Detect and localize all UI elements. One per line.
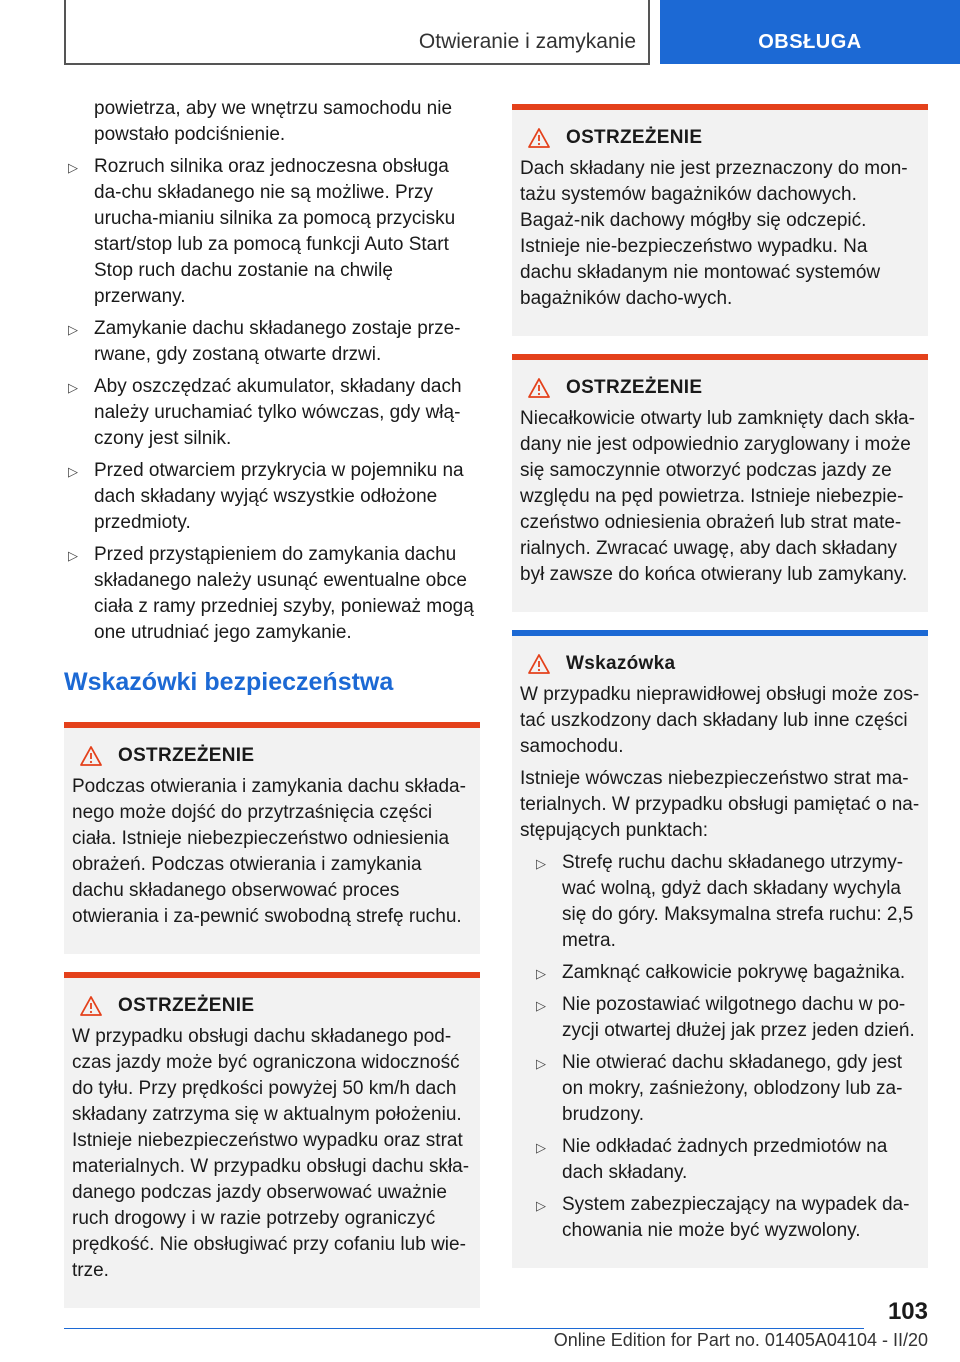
section-title: Wskazówki bezpieczeństwa [64, 668, 394, 696]
list-item: ▷ Aby oszczędzać akumulator, składany dach należy uruchamiać tylko wówczas, gdy włą-czony jest silnik. [68, 376, 462, 449]
page-number: 103 [887, 1298, 928, 1325]
triangle-bullet-icon: ▷ [68, 380, 78, 395]
header-section-tab[interactable]: OBSŁUGA [660, 0, 960, 64]
footer-rule [64, 1328, 864, 1329]
triangle-bullet-icon: ▷ [536, 966, 546, 981]
warning-text: Podczas otwierania i zamykania dachu składa-nego może dojść do przytrzaśnięcia części ciała. Istnieje niebezpieczeństwo odniesienia obrażeń. Podczas otwierania i zamykania dachu składanego obserwować proces otwierania i za-pewnić swobodną strefę ruchu. [72, 776, 466, 927]
list-item: ▷ System zabezpieczający na wypadek da-chowania nie może być wyzwolony. [536, 1194, 910, 1241]
footer-edition-text: Online Edition for Part no. 01405A04104 - II/20 [553, 1330, 928, 1350]
warning-text: W przypadku obsługi dachu składanego pod-czas jazdy może być ograniczona widoczność do tyłu. Przy prędkości powyżej 50 km/h dach składany zatrzyma się w aktualnym położeniu. Istnieje niebezpieczeństwo wypadku oraz strat materialnych. W przypadku obsługi dachu skła-danego podczas jazdy obserwować uważnie ruch drogowy i w razie potrzeby ograniczyć prędkość. Nie obsługiwać przy cofaniu lub wie-trze. [72, 1026, 470, 1281]
triangle-bullet-icon: ▷ [68, 464, 78, 479]
note-paragraph: Istnieje wówczas niebezpieczeństwo strat ma-terialnych. W przypadku obsługi pamiętać o na-stępujących punktach: [520, 768, 920, 841]
list-item: ▷ Nie odkładać żadnych przedmiotów na dach składany. [536, 1136, 888, 1183]
note-box [512, 630, 928, 1268]
warning-text: Niecałkowicie otwarty lub zamknięty dach skła-dany nie jest odpowiednio zaryglowany i może się samoczynnie otworzyć podczas jazdy ze względu na pęd powietrza. Istnieje niebezpie-czeństwo odniesienia obrażeń lub strat mate-rialnych. Zwracać uwagę, aby dach składany był zawsze do końca otwierany lub zamykany. [520, 408, 915, 585]
list-item: ▷ Nie pozostawiać wilgotnego dachu w po-zycji otwartej dłużej jak przez jeden dzień. [536, 994, 915, 1041]
triangle-bullet-icon: ▷ [536, 998, 546, 1013]
header-right-rule [648, 0, 650, 64]
triangle-bullet-icon: ▷ [68, 322, 78, 337]
triangle-bullet-icon: ▷ [536, 1056, 546, 1071]
triangle-bullet-icon: ▷ [68, 160, 78, 175]
note-paragraph: W przypadku nieprawidłowej obsługi może zos-tać uszkodzony dach składany lub inne części samochodu. [520, 684, 920, 757]
warning-triangle-icon [528, 378, 550, 398]
note-heading: Wskazówka [520, 650, 920, 678]
warning-triangle-icon [80, 996, 102, 1016]
list-item: ▷ Rozruch silnika oraz jednoczesna obsługa da-chu składanego nie są możliwe. Przy urucha-mianiu silnika za pomocą przycisku start/stop lub za pomocą funkcji Auto Start Stop ruch dachu zostanie na chwilę przerwany. [68, 156, 456, 307]
note-bullet-list [520, 850, 920, 1244]
list-item: ▷ Zamykanie dachu składanego zostaje prze-rwane, gdy zostaną otwarte drzwi. [68, 318, 461, 365]
warning-heading: OSTRZEŻENIE [72, 992, 472, 1020]
triangle-bullet-icon: ▷ [68, 548, 78, 563]
left-bullet-list [64, 154, 480, 646]
continued-paragraph: powietrza, aby we wnętrzu samochodu nie powstało podciśnienie. [94, 98, 453, 145]
list-item: ▷ Zamknąć całkowicie pokrywę bagażnika. [520, 960, 920, 986]
warning-text: Dach składany nie jest przeznaczony do mon-tażu systemów bagażników dachowych. Bagaż-nik dachowy mógłby się odczepić. Istnieje nie-bezpieczeństwo wypadku. Na dachu składanym nie montować systemów bagażników dacho-wych. [520, 158, 908, 309]
left-column [64, 96, 480, 1326]
list-item: ▷ Nie otwierać dachu składanego, gdy jest on mokry, zaśnieżony, oblodzony lub za-brudzony. [536, 1052, 903, 1125]
warning-heading: OSTRZEŻENIE [520, 374, 920, 402]
warning-box-visibility [64, 972, 480, 1308]
triangle-bullet-icon: ▷ [536, 856, 546, 871]
triangle-bullet-icon: ▷ [536, 1198, 546, 1213]
triangle-bullet-icon: ▷ [536, 1140, 546, 1155]
header-chapter-title: Otwieranie i zamykanie [418, 30, 636, 53]
list-item: ▷ Przed przystąpieniem do zamykania dachu składanego należy usunąć ewentualne obce ciała z ramy przedniej szyby, ponieważ mogą one utrudniać jego zamykanie. [68, 544, 474, 643]
warning-triangle-icon [528, 128, 550, 148]
right-column [512, 104, 928, 1286]
warning-heading: OSTRZEŻENIE [520, 124, 920, 152]
warning-triangle-icon [80, 746, 102, 766]
warning-box-trapping [64, 722, 480, 954]
warning-heading: OSTRZEŻENIE [72, 742, 472, 770]
header-bottom-rule [64, 63, 650, 65]
list-item: ▷ Strefę ruchu dachu składanego utrzymy-wać wolną, gdyż dach składany wychyla się do góry. Maksymalna strefa ruchu: 2,5 metra. [536, 852, 914, 951]
list-item: ▷ Przed otwarciem przykrycia w pojemniku na dach składany wyjąć wszystkie odłożone przedmioty. [68, 460, 464, 533]
warning-box-roof-rack [512, 104, 928, 336]
warning-box-locking [512, 354, 928, 612]
warning-triangle-icon [528, 654, 550, 674]
